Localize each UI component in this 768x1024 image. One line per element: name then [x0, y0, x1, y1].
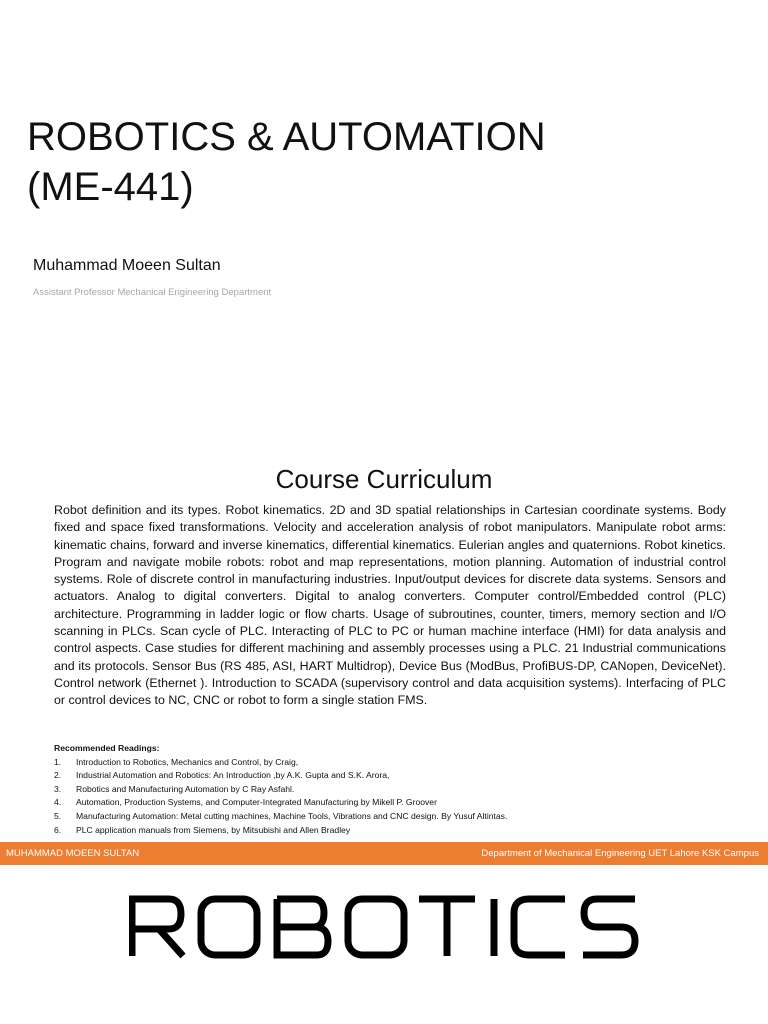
reading-text: Introduction to Robotics, Mechanics and Control, by Craig,	[76, 756, 299, 767]
logo-letter-r	[132, 899, 183, 956]
reading-item	[54, 756, 744, 770]
reading-item	[54, 824, 744, 838]
reading-number: 2.	[54, 770, 62, 781]
reading-number: 5.	[54, 810, 62, 821]
reading-text: Industrial Automation and Robotics: An Introduction ,by A.K. Gupta and S.K. Arora,	[76, 770, 390, 781]
logo-letter-o	[201, 899, 257, 955]
curriculum-heading: Course Curriculum	[275, 464, 493, 494]
reading-item	[54, 796, 744, 810]
reading-number: 6.	[54, 824, 62, 835]
author-name: Muhammad Moeen Sultan	[33, 257, 221, 274]
readings-heading: Recommended Readings:	[54, 743, 160, 753]
robotics-logo-mark	[129, 895, 639, 959]
logo-letter-s	[583, 899, 635, 955]
reading-text: Manufacturing Automation: Metal cutting machines, Machine Tools, Vibrations and CNC design. By Yusuf Altintas.	[76, 810, 508, 821]
reading-text: Robotics and Manufacturing Automation by C Ray Asfahl.	[76, 783, 295, 794]
reading-item	[54, 769, 744, 783]
reading-number: 4.	[54, 797, 62, 808]
reading-number: 1.	[54, 756, 62, 767]
recommended-readings	[54, 742, 744, 837]
reading-text: PLC application manuals from Siemens, by Mitsubishi and Allen Bradley	[76, 824, 351, 835]
footer-author: MUHAMMAD MOEEN SULTAN	[6, 848, 140, 859]
slide-title-line1: ROBOTICS & AUTOMATION	[27, 115, 546, 159]
curriculum-body: Robot definition and its types. Robot kinematics. 2D and 3D spatial relationships in Cartesian coordinate systems. Body fixed and space fixed transformations. Velocity and acceleration analysis of robot manipulators. Manipulate robot arms: kinematic chains, forward and inverse kinematics, differential kinematics. Eulerian angles and quaternions. Robot kinetics. Program and navigate mobile robots: robot and map representations, motion planning. Automation of industrial control systems. Role of discrete control in manufacturing industries. Input/output devices for discrete data systems. Sensors and actuators. Analog to digital converters. Digital to analog converters. Computer control/Embedded control (PLC) architecture. Programming in ladder logic or flow charts. Usage of subroutines, counter, timers, memory section and I/O scanning in PLCs. Scan cycle of PLC. Interacting of PLC to PC or human machine interface (HMI) for data analysis and control aspects. Case studies for different machining and assembly processes using a PLC. 21 Industrial communications and its protocols. Sensor Bus (RS 485, ASI, HART Multidrop), Device Bus (ModBus, ProfiBUS-DP, CANopen, DeviceNet). Control network (Ethernet ). Introduction to SCADA (supervisory control and data acquisition systems). Interfacing of PLC or control devices to NC, CNC or robot to form a single station FMS.	[54, 503, 726, 708]
footer-bar	[0, 842, 768, 865]
reading-item	[54, 783, 744, 797]
logo-letter-t	[419, 899, 475, 956]
reading-number: 3.	[54, 783, 62, 794]
logo-letter-o	[348, 899, 404, 955]
logo-letter-b	[277, 899, 328, 955]
logo-letter-c	[514, 899, 565, 955]
reading-text: Automation, Production Systems, and Computer-Integrated Manufacturing by Mikell P. Groover	[76, 797, 437, 808]
slide-title-line2: (ME-441)	[27, 165, 194, 209]
robotics-logo	[0, 895, 768, 959]
reading-item	[54, 810, 744, 824]
readings-list	[54, 756, 744, 838]
slide-title	[27, 112, 546, 212]
footer-department: Department of Mechanical Engineering UET Lahore KSK Campus	[481, 848, 759, 859]
author-role: Assistant Professor Mechanical Engineering Department	[33, 287, 272, 298]
